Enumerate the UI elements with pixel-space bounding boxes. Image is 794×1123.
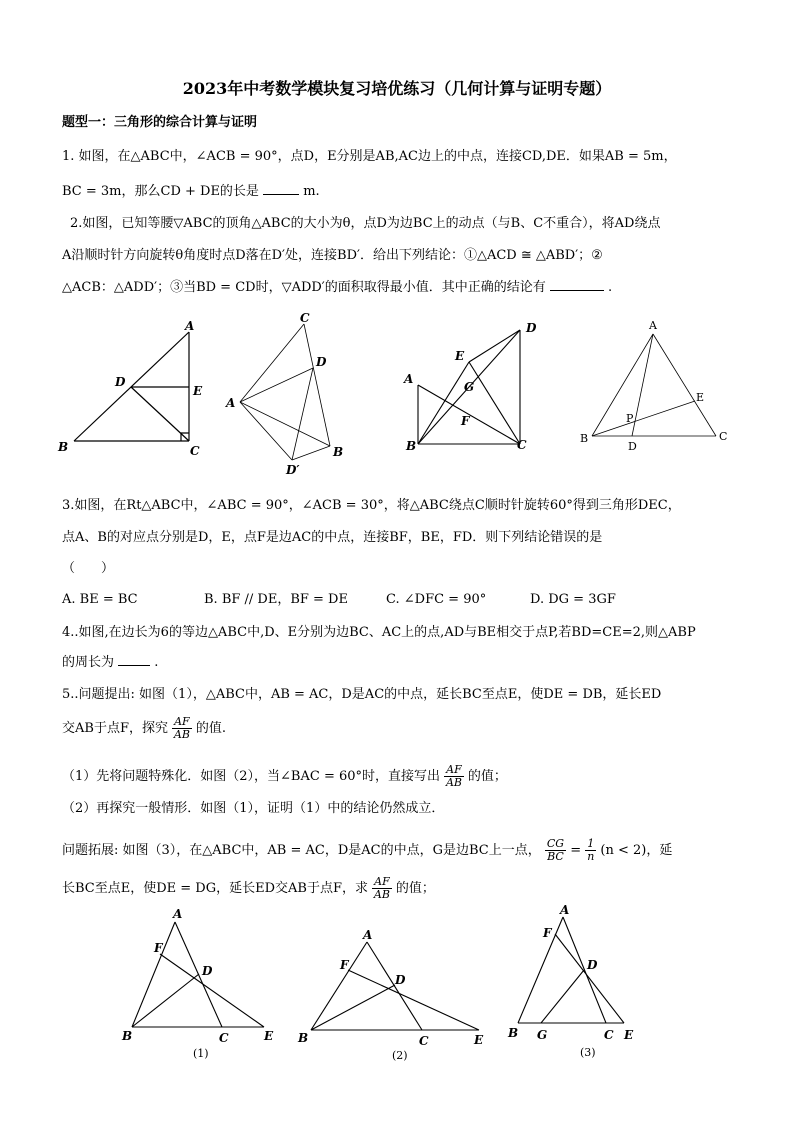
- q2-answer-blank: [550, 290, 604, 291]
- q5-ext-frac2-num: 1: [587, 837, 595, 850]
- q3-line1: 3.如图，在Rt△ABC中，∠ABC = 90°，∠ACB = 30°，将△ABC绕点C顺时针旋转60°得到三角形DEC，: [62, 498, 681, 513]
- q4-line2-end: .: [154, 655, 159, 670]
- f52-label: C: [419, 1034, 429, 1048]
- f2-seg: [240, 368, 313, 402]
- figure-5-3: [518, 917, 624, 1023]
- f2-seg: [292, 446, 330, 460]
- q5-sub1-text: （1）先将问题特殊化．如图（2），当∠BAC = 60°时，直接写出: [62, 769, 441, 784]
- q4-line1: 4..如图,在边长为6的等边△ABC中,D、E分别为边BC、AC上的点,AD与BE相交于点P,若BD=CE=2,则△ABP: [62, 625, 696, 640]
- f2-seg: [240, 402, 330, 446]
- q2-line3: [62, 279, 612, 297]
- figure-5-1: [132, 922, 264, 1027]
- q5-ext-fraction: [545, 838, 566, 863]
- f1-seg-dc: [131, 387, 189, 441]
- q2-line3-end: .: [608, 280, 613, 295]
- f2-seg: [240, 402, 292, 460]
- q5-sub2: （2）再探究一般情形．如图（1），证明（1）中的结论仍然成立．: [62, 801, 445, 816]
- q4-line2-text: 的周长为: [62, 655, 115, 670]
- f53-seg: [555, 934, 624, 1023]
- f2-label: A: [226, 396, 236, 410]
- f2-seg: [304, 324, 330, 446]
- q3-option-c: C. ∠DFC = 90°: [386, 592, 487, 607]
- f52-seg: [311, 942, 367, 1030]
- f52-label: E: [474, 1033, 484, 1047]
- figures-row-top: [0, 310, 794, 490]
- f3-label: G: [464, 380, 475, 394]
- f52-label: D: [395, 973, 406, 987]
- q5-ext-frac-den: BC: [547, 850, 564, 863]
- q5-line2-text: 交AB于点F，探究: [62, 721, 168, 736]
- f52-seg: [311, 985, 395, 1030]
- q4-line2: [62, 654, 158, 672]
- f53-label: B: [508, 1026, 519, 1040]
- q5-ext-eq: =: [570, 843, 582, 858]
- f51-label: E: [264, 1029, 274, 1043]
- q5-ext-text1: 问题拓展: 如图（3），在△ABC中，AB = AC，D是AC的中点，G是边BC上一点，: [62, 843, 541, 858]
- q3-line3: （ ）: [62, 561, 115, 576]
- f53-label: F: [543, 926, 552, 940]
- f52-label: A: [363, 928, 373, 942]
- q1-answer-blank: [263, 194, 299, 195]
- q5-ext-line1: [62, 838, 672, 863]
- f53-seg: [518, 917, 563, 1023]
- q5-sub1-frac-num: AF: [446, 763, 462, 776]
- f2-label: D′: [286, 463, 300, 477]
- f2-label: C: [300, 311, 310, 325]
- f51-label: B: [122, 1029, 133, 1043]
- page-title: 2023年中考数学模块复习培优练习（几何计算与证明专题）: [182, 79, 612, 98]
- q5-ext-frac-num: CG: [546, 837, 565, 850]
- f51-label: D: [202, 964, 213, 978]
- f52-label: F: [340, 958, 349, 972]
- q5-ext2-fraction: [372, 876, 392, 901]
- q5-line2-end: 的值.: [195, 721, 226, 736]
- figure-q1: [74, 332, 189, 441]
- q5-ext-line2: [62, 876, 435, 901]
- f1-label: E: [193, 384, 203, 398]
- q2-line3-text: △ACB：△ADD′；③当BD = CD时，▽ADD′的面积取得最小值．其中正确的结论有: [62, 280, 546, 295]
- f4-seg: [592, 334, 653, 436]
- q5-sub1-end: 的值；: [467, 769, 507, 784]
- f1-label: B: [58, 440, 69, 454]
- section-heading: 题型一：三角形的综合计算与证明: [62, 115, 258, 130]
- f53-label: D: [587, 958, 598, 972]
- f51-label: C: [219, 1031, 229, 1045]
- f3-label: E: [455, 349, 465, 363]
- q3-line2: 点A、B的对应点分别是D，E，点F是边AC的中点，连接BF，BE，FD．则下列结论错误的是: [62, 530, 603, 545]
- f1-label: D: [115, 375, 126, 389]
- q5-ext2-frac-num: AF: [374, 875, 390, 888]
- q5-fraction: [172, 716, 192, 741]
- f1-label: C: [190, 444, 200, 458]
- q1-line2: [62, 183, 320, 201]
- f52-caption: (2): [392, 1049, 408, 1062]
- f4-label: C: [719, 430, 728, 443]
- f4-label: D: [628, 440, 637, 453]
- f53-caption: (3): [580, 1046, 596, 1059]
- f2-seg: [292, 368, 313, 460]
- f4-label: B: [580, 432, 589, 445]
- q3-option-d: D. DG = 3GF: [530, 592, 616, 607]
- f3-label: B: [406, 439, 417, 453]
- q5-sub1-frac-den: AB: [445, 776, 462, 789]
- f51-seg: [132, 922, 175, 1027]
- f3-label: D: [526, 321, 537, 335]
- q5-line2: [62, 716, 226, 741]
- f3-seg: [469, 330, 520, 362]
- f51-label: F: [154, 941, 163, 955]
- f52-label: B: [298, 1031, 309, 1045]
- f4-seg: [653, 334, 716, 436]
- figures-row-bottom: [0, 900, 794, 1070]
- f53-label: A: [560, 903, 570, 917]
- q3-option-b: B. BF // DE，BF = DE: [204, 592, 348, 607]
- q1-line1: 1. 如图，在△ABC中，∠ACB = 90°，点D，E分别是AB,AC边上的中点，连接CD,DE．如果AB = 5m，: [62, 149, 677, 164]
- q1-line2-unit: m.: [303, 184, 320, 199]
- f51-caption: (1): [193, 1047, 209, 1060]
- figure-q2: [240, 324, 330, 460]
- q5-line1: 5..问题提出: 如图（1），△ABC中，AB = AC，D是AC的中点，延长BC至点E，使DE = DB，延长ED: [62, 687, 662, 702]
- f53-seg: [541, 970, 584, 1023]
- f53-label: G: [537, 1028, 548, 1042]
- q5-ext2-end: 的值；: [395, 881, 435, 896]
- f53-label: C: [604, 1028, 614, 1042]
- f3-label: F: [461, 414, 470, 428]
- f2-label: D: [316, 355, 327, 369]
- q5-frac-num: AF: [174, 715, 190, 728]
- f51-seg: [132, 974, 199, 1027]
- q5-ext2-frac-den: AB: [373, 888, 390, 901]
- f2-label: B: [333, 445, 344, 459]
- f4-label: P: [626, 412, 634, 425]
- q5-ext-frac2-den: n: [587, 850, 595, 863]
- q2-line2: A沿顺时针方向旋转θ角度时点D落在D′处，连接BD′．给出下列结论：①△ACD ≅ △ABD′；②: [62, 248, 603, 263]
- q5-ext-text2: (n < 2)，延: [600, 843, 673, 858]
- f4-seg: [592, 401, 695, 436]
- q5-frac-den: AB: [173, 728, 190, 741]
- f4-seg: [632, 334, 653, 436]
- f2-seg: [240, 324, 304, 402]
- q5-sub1: [62, 764, 507, 789]
- q5-sub1-fraction: [444, 764, 464, 789]
- q4-answer-blank: [118, 665, 150, 666]
- f4-label: A: [649, 319, 657, 332]
- figure-q4: [592, 334, 716, 436]
- q5-ext2-text: 长BC至点E，使DE = DG，延长ED交AB于点F，求: [62, 881, 368, 896]
- f4-label: E: [696, 391, 705, 404]
- f1-label: A: [185, 319, 195, 333]
- f51-label: A: [173, 907, 183, 921]
- q5-ext-fraction2: [585, 838, 596, 863]
- f3-seg: [418, 362, 469, 444]
- q3-option-a: A. BE = BC: [62, 592, 138, 607]
- f3-seg: [469, 362, 520, 444]
- f3-label: A: [404, 372, 414, 386]
- q1-line2-text: BC = 3m，那么CD + DE的长是: [62, 184, 259, 199]
- q2-line1: 2.如图，已知等腰▽ABC的顶角△ABC的大小为θ，点D为边BC上的动点（与B、C不重合），将AD绕点: [70, 216, 661, 231]
- f53-seg: [563, 917, 606, 1023]
- f3-label: C: [517, 438, 527, 452]
- f53-label: E: [624, 1028, 634, 1042]
